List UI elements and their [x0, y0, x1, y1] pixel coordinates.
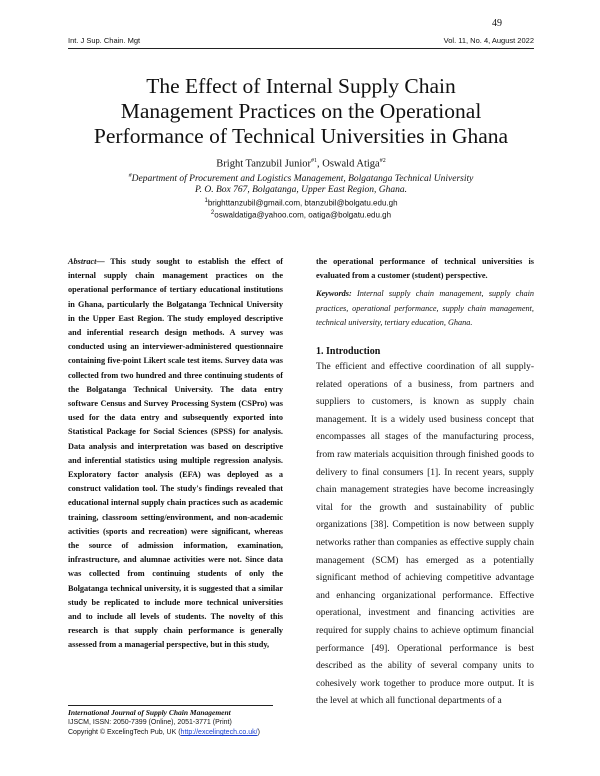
left-column	[68, 255, 283, 653]
abstract-label: Abstract	[68, 257, 97, 266]
affiliation-department: Department of Procurement and Logistics Management, Bolgatanga Technical University	[131, 174, 474, 185]
running-head-volume: Vol. 11, No. 4, August 2022	[443, 36, 534, 45]
footer-issn: IJSCM, ISSN: 2050-7399 (Online), 2051-3771 (Print)	[68, 719, 232, 726]
copyright-text: Copyright © ExcelingTech Pub, UK (	[68, 729, 181, 736]
abstract	[68, 255, 283, 653]
author-separator: ,	[317, 158, 323, 170]
author-list	[60, 158, 542, 170]
abstract-continuation: the operational performance of technical universities is evaluated from a customer (student) perspective.	[316, 257, 534, 281]
abstract-dash: —	[96, 257, 111, 266]
running-head-journal: Int. J Sup. Chain. Mgt	[68, 36, 141, 45]
footer-copyright	[68, 728, 308, 738]
page-number: 49	[492, 18, 502, 29]
copyright-close: )	[257, 729, 260, 736]
section-heading: 1. Introduction	[316, 346, 381, 358]
email-marker: 1	[204, 198, 208, 204]
email-marker: 2	[210, 210, 215, 216]
author-name: Bright Tanzubil Junior	[216, 158, 312, 170]
introduction-text: The efficient and effective coordination of all supply-related operations of a business, from partners and suppliers to customers, is known as supply chain management. It is a widely used business concept that encompasses all stages of the manufacturing process, from raw materials acquisition through finished goods to delivery to final consumers [1]. In recent years, supply chain management strategies have become increasingly vital for the growth and sustainability of public organizations [38]. Competition is now between supply networks rather than companies as effective supply chain management (SCM) has emerged as a potentially significant method of achieving competitive advantage and enhancing organizational performance. Effective operational, investment and financing activities are required for supply chains to achieve optimum financial performance [49]. Operational performance is best described as the ability of several company units to cohesively work together to produce more output. It is the level at which all functional departments of a	[316, 362, 534, 707]
right-column	[316, 255, 534, 711]
affiliation-marker: #	[128, 173, 132, 179]
title-line: Performance of Technical Universities in Ghana	[93, 124, 509, 148]
keywords-text: Internal supply chain management, supply chain practices, operational performance, supply chain management, technical university, tertiary education, Ghana.	[316, 289, 534, 327]
affiliation-address: P. O. Box 767, Bolgatanga, Upper East Region, Ghana.	[195, 185, 407, 195]
keywords	[316, 287, 534, 330]
email-addresses: brighttanzubil@gmail.com, btanzubil@bolgatu.edu.gh	[207, 198, 398, 208]
footer-journal: International Journal of Supply Chain Management	[68, 708, 231, 717]
running-head	[68, 36, 534, 45]
affiliation-line	[60, 173, 542, 184]
author-marker: #2	[379, 158, 386, 164]
author-marker: #1	[311, 158, 318, 164]
publisher-link[interactable]: http://excelingtech.co.uk/	[180, 729, 258, 736]
email-line	[60, 198, 542, 208]
keywords-label: Keywords:	[316, 289, 352, 299]
footer-rule	[68, 705, 273, 706]
abstract-text: This study sought to establish the effect of internal supply chain management practices on the operational performance of tertiary educational institutions in Ghana, particularly the Bolgatanga Technical University in the Upper East Region. The study employed descriptive and inferential research design methods. A survey was conducted using an interviewer-administered questionnaire containing five-point Likert scale test items. Survey data was collected from two hundred and three continuing students of the Bolgatanga Technical University. The data entry software Census and Survey Processing System (CSPro) was used for the data entry and subsequently exported into Statistical Package for Social Sciences (SPSS) for analysis. Data analysis and interpretation was based on descriptive and inferential statistics using multiple regression analysis. Exploratory factor analysis (EFA) was deployed as a construct validation tool. The study's findings revealed that educational internal supply chain practices such as academic training, classroom setting/environment, and non-academic activities (sports and recreation) were significant, whereas the source of admission information, examination, infrastructure, and alumnae activities were not. Since data was collected from continuing students of only the Bolgatanga technical university, it is suggested that a similar study be replicated to include more technical universities and to include all levels of students. The novelty of this research is that supply chain performance is generally assessed from a managerial perspective, but in this study,	[68, 257, 283, 650]
header-rule	[68, 48, 534, 49]
page-footer	[68, 705, 308, 738]
title-line: Management Practices on the Operational	[120, 99, 482, 123]
paper-title	[60, 74, 542, 149]
email-line	[60, 210, 542, 220]
author-name: Oswald Atiga	[322, 158, 380, 170]
email-addresses: oswaldatiga@yahoo.com, oatiga@bolgatu.edu.gh	[214, 210, 392, 220]
title-line: The Effect of Internal Supply Chain	[146, 74, 456, 98]
